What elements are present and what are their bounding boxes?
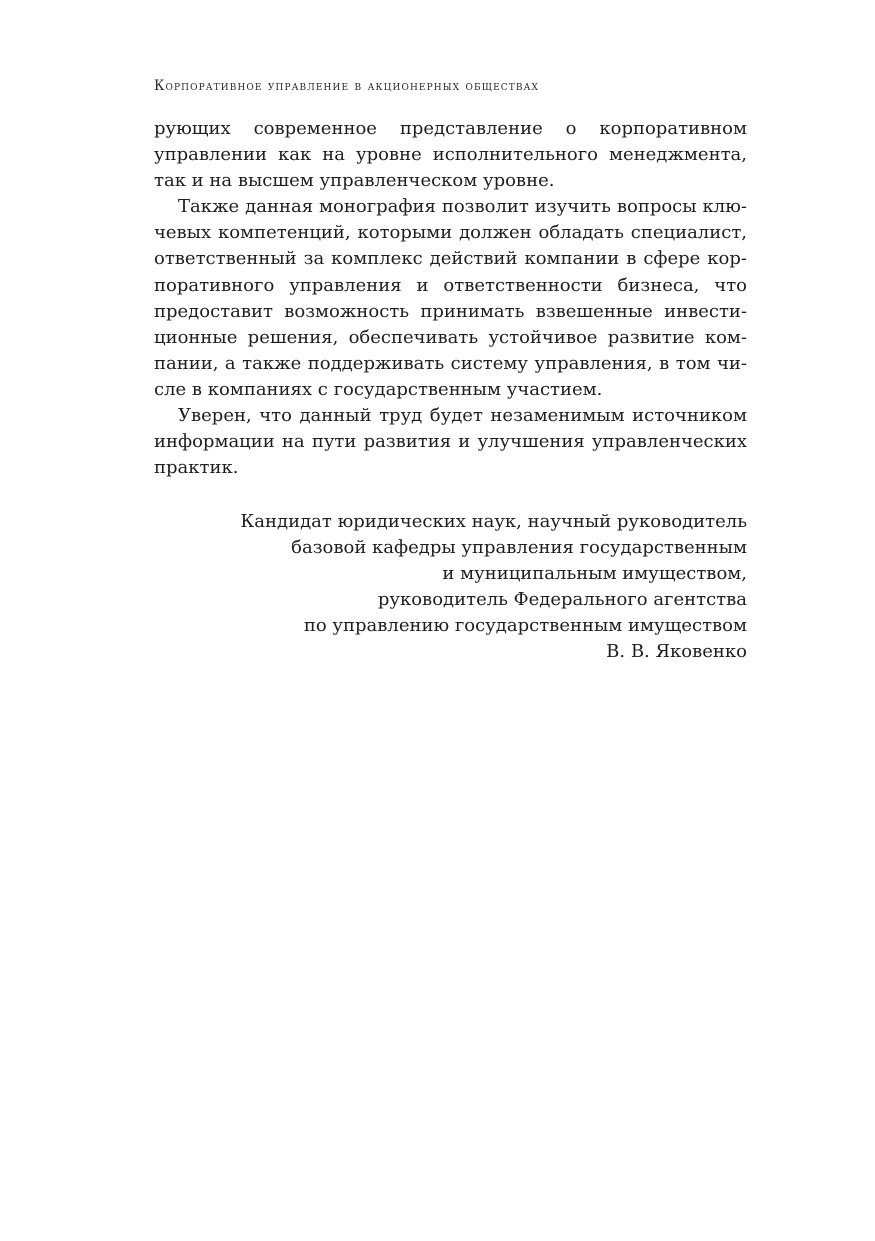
text-line: ционные решения, обеспечивать устойчивое развитие ком- — [154, 326, 747, 348]
signature-block — [154, 509, 747, 666]
paragraph-continuation — [154, 116, 747, 194]
text-line: Уверен, что данный труд будет незаменимым источником — [178, 405, 747, 427]
signature-author-name: В. В. Яковенко — [606, 641, 747, 663]
text-line: информации на пути развития и улучшения управленческих — [154, 431, 747, 453]
running-head: Корпоративное управление в акционерных обществах — [154, 78, 540, 94]
signature-line: Кандидат юридических наук, научный руководитель — [240, 511, 747, 532]
signature-line: по управлению государственным имуществом — [303, 615, 747, 637]
paragraph-conclusion — [154, 403, 747, 481]
text-line: рующих современное представление о корпоративном — [154, 118, 747, 139]
text-line: управлении как на уровне исполнительного менеджмента, — [154, 144, 747, 166]
signature-line: базовой кафедры управления государственным — [291, 537, 747, 559]
text-line: так и на высшем управленческом уровне. — [154, 170, 555, 192]
text-line: практик. — [154, 457, 239, 479]
body-text — [154, 116, 747, 481]
text-line: поративного управления и ответственности бизнеса, что — [154, 274, 747, 296]
text-line: ответственный за комплекс действий компании в сфере кор- — [154, 248, 747, 270]
text-line: сле в компаниях с государственным участием. — [154, 378, 603, 400]
text-line: Также данная монография позволит изучить вопросы клю- — [178, 196, 747, 218]
text-line: предоставит возможность принимать взвешенные инвести- — [154, 300, 747, 322]
text-line: пании, а также поддерживать систему управления, в том чи- — [154, 352, 747, 374]
signature-line: руководитель Федерального агентства — [377, 589, 747, 611]
paragraph-monograph — [154, 194, 747, 403]
signature-line: и муниципальным имуществом, — [442, 563, 747, 585]
text-line: чевых компетенций, которыми должен обладать специалист, — [154, 222, 747, 244]
